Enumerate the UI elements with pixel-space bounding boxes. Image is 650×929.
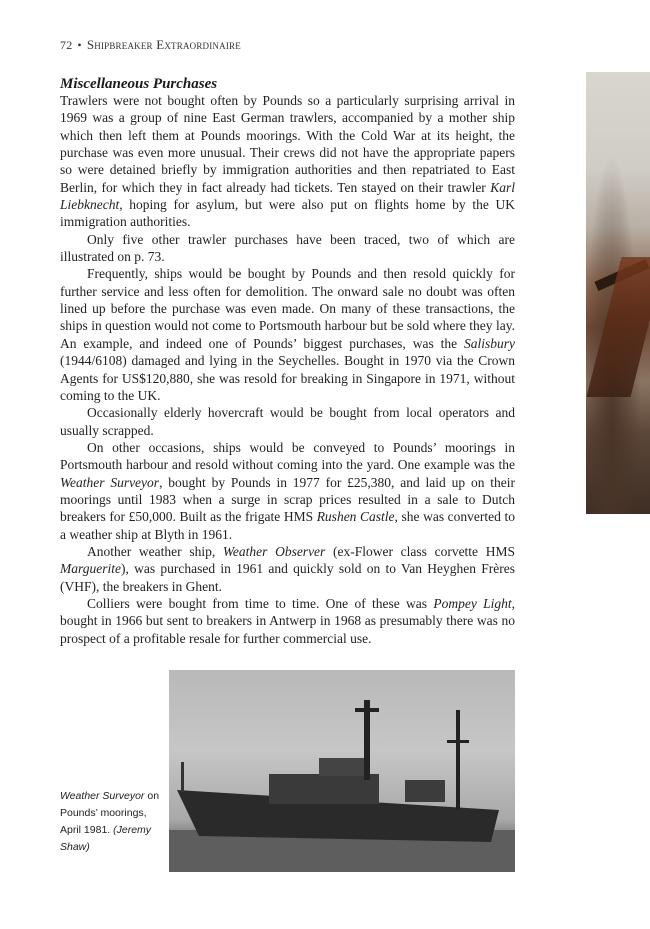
radar-platform [355,708,379,712]
text-run: On other occasions, ships would be conveyed to Pounds’ moorings in Portsmouth harbour and resold without coming into the yard. One example was the [60,439,515,473]
text-run: Only five other trawler purchases have been traced, two of which are illustrated on p. 73. [60,231,515,265]
aft-mast [456,710,460,810]
text-run: (ex-Flower class corvette HMS [325,543,515,559]
body-text [60,92,515,647]
paragraph-hovercraft [60,404,515,439]
paragraph-colliers [60,595,515,647]
text-run: ), was purchased in 1961 and quickly sold on to Van Heyghen Frères (VHF), the breakers in Ghent. [60,561,515,594]
caption-vessel: Weather Surveyor [60,790,145,802]
crane-hull [587,257,650,397]
text-run: , bought in 1966 but sent to breakers in Antwerp in 1968 as presumably there was no prospect of a profitable resale for further commercial use. [60,595,515,646]
text-run: , bought by Pounds in 1977 for £25,380, and laid up on their moorings until 1983 when a surge in scrap prices resulted in a sale to Dutch breakers for £50,000. Built as the frigate HMS [60,474,516,525]
aft-yard [447,740,469,743]
bow-staff [181,762,184,792]
ship-name: Weather Observer [222,543,326,559]
aft-deckhouse [405,780,445,802]
caption-text: on Pounds’ moorings, April 1981. [60,790,160,836]
ship-name: Weather Surveyor [60,474,160,490]
ship-name: Rushen Castle [316,509,395,525]
text-run: Another weather ship, [87,543,223,559]
ship-name: Karl Liebknecht [60,179,515,213]
ship-name: Marguerite [60,561,121,577]
weather-surveyor-photo [169,670,515,872]
section-title: Miscellaneous Purchases [60,76,218,92]
caption-credit: (Jeremy Shaw) [60,824,152,853]
book-title: Shipbreaker Extraordinaire [86,37,241,52]
superstructure [269,774,379,804]
bridge [319,758,369,776]
text-run: Occasionally elderly hovercraft would be bought from local operators and usually scrapped. [60,405,515,438]
running-head [60,37,241,53]
ship-illustration [169,670,515,872]
shipbreaking-photo [586,72,650,514]
page-number: 72 [60,38,73,52]
ship-name: Salisbury [463,335,515,351]
text-run: Frequently, ships would be bought by Pounds and then resold quickly for further service and less often for demolition. The onward sale no doubt was often lined up before the purchase was even made. On many of these transactions, the ships in question would not come to Portsmouth harbour but be sold where they lay. An example, and indeed one of Pounds’ biggest purchases, was the [60,266,515,351]
text-run: , hoping for asylum, but were also put on flights home by the UK immigration authorities. [60,197,515,230]
paragraph-resold-ships [60,265,515,404]
photo-caption [60,788,160,856]
text-run: Trawlers were not bought often by Pounds so a particularly surprising arrival in 1969 was a group of nine East German trawlers, accompanied by a mother ship which then left them at Pounds moorings. With the Cold War at its height, the purchase was even more unusual. Their crews did not have the appropriate papers so were detained briefly by immigration authorities and then repatriated to East Berlin, for which they in fact already had tickets. Ten stayed on their trawler [60,93,515,195]
paragraph-other-trawlers [60,231,515,266]
ship-name: Pompey Light [433,595,512,611]
header-separator: • [77,38,82,52]
paragraph-weather-observer [60,543,515,595]
paragraph-weather-surveyor [60,439,515,543]
text-run: , she was converted to a weather ship at Blyth in 1961. [60,509,515,542]
text-run: (1944/6108) damaged and lying in the Seychelles. Bought in 1970 via the Crown Agents for US$120,880, she was resold for breaking in Singapore in 1971, without coming to the UK. [60,353,515,403]
paragraph-trawlers [60,92,515,231]
text-run: Colliers were bought from time to time. One of these was [87,595,434,611]
